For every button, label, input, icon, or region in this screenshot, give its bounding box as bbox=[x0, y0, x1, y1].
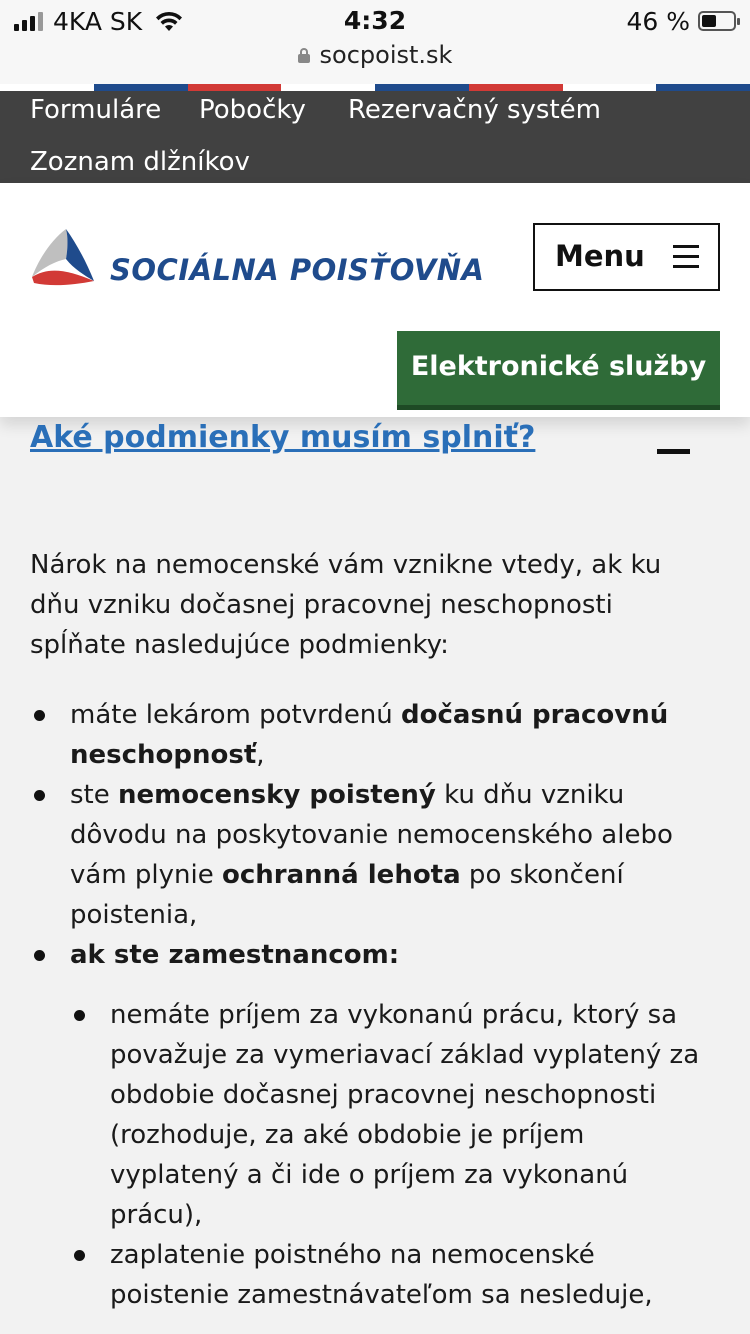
stripe-segment bbox=[188, 84, 282, 91]
flag-stripe bbox=[0, 84, 750, 91]
stripe-segment bbox=[94, 84, 188, 91]
nav-link-debtors-list[interactable]: Zoznam dlžníkov bbox=[30, 147, 250, 177]
hamburger-icon bbox=[673, 245, 699, 269]
bullet-icon bbox=[74, 1250, 85, 1261]
stripe-segment bbox=[281, 84, 375, 91]
electronic-services-label: Elektronické služby bbox=[410, 351, 707, 382]
conditions-list bbox=[30, 695, 720, 975]
clock: 4:32 bbox=[343, 6, 407, 35]
menu-label: Menu bbox=[555, 239, 645, 273]
battery-percent: 46 % bbox=[626, 6, 690, 36]
intro-paragraph: Nárok na nemocenské vám vznikne vtedy, ak ku dňu vzniku dočasnej pracovnej neschopnosti spĺňate nasledujúce podmienky: bbox=[30, 550, 662, 660]
bullet-icon bbox=[34, 950, 45, 961]
status-right bbox=[626, 6, 736, 36]
address-bar[interactable] bbox=[0, 40, 750, 70]
bullet-icon bbox=[34, 790, 45, 801]
accordion-title[interactable]: Aké podmienky musím splniť? bbox=[30, 420, 536, 455]
site-header bbox=[0, 183, 750, 417]
nav-link-branches[interactable]: Pobočky bbox=[199, 95, 306, 125]
lock-icon bbox=[298, 48, 310, 63]
carrier-name: 4KA SK bbox=[53, 6, 143, 36]
stripe-segment bbox=[375, 84, 469, 91]
list-item: máte lekárom potvrdenú dočasnú pracovnú neschopnosť, bbox=[30, 695, 720, 775]
logo[interactable] bbox=[30, 227, 485, 291]
menu-button[interactable] bbox=[533, 223, 720, 291]
stripe-segment bbox=[0, 84, 94, 91]
list-item: ak ste zamestnancom: bbox=[30, 935, 720, 975]
battery-icon bbox=[698, 11, 736, 31]
collapse-minus-icon[interactable] bbox=[657, 449, 690, 454]
logo-text: SOCIÁLNA POISŤOVŇA bbox=[110, 253, 485, 287]
bullet-icon bbox=[34, 710, 45, 721]
logo-mark-icon bbox=[30, 227, 100, 291]
stripe-segment bbox=[563, 84, 657, 91]
list-item: ste nemocensky poistený ku dňu vzniku dôvodu na poskytovanie nemocenského alebo vám plynie ochranná lehota po skončení poistenia, bbox=[30, 775, 720, 935]
bullet-icon bbox=[74, 1010, 85, 1021]
employee-conditions-list bbox=[70, 995, 710, 1315]
nav-link-forms[interactable]: Formuláre bbox=[30, 95, 162, 125]
stripe-segment bbox=[469, 84, 563, 91]
nav-link-reservation-system[interactable]: Rezervačný systém bbox=[348, 95, 601, 125]
electronic-services-button[interactable] bbox=[397, 331, 720, 410]
status-bar bbox=[0, 0, 750, 84]
list-item: nemáte príjem za vykonanú prácu, ktorý sa považuje za vymeriavací základ vyplatený za obdobie dočasnej pracovnej neschopnosti (rozhoduje, za aké obdobie je príjem vyplatený a či ide o príjem za vykonanú prácu), bbox=[70, 995, 710, 1235]
list-item: zaplatenie poistného na nemocenské poistenie zamestnávateľom sa nesleduje, bbox=[70, 1235, 710, 1315]
stripe-segment bbox=[656, 84, 750, 91]
url-text: socpoist.sk bbox=[319, 41, 453, 69]
top-nav bbox=[0, 91, 750, 183]
